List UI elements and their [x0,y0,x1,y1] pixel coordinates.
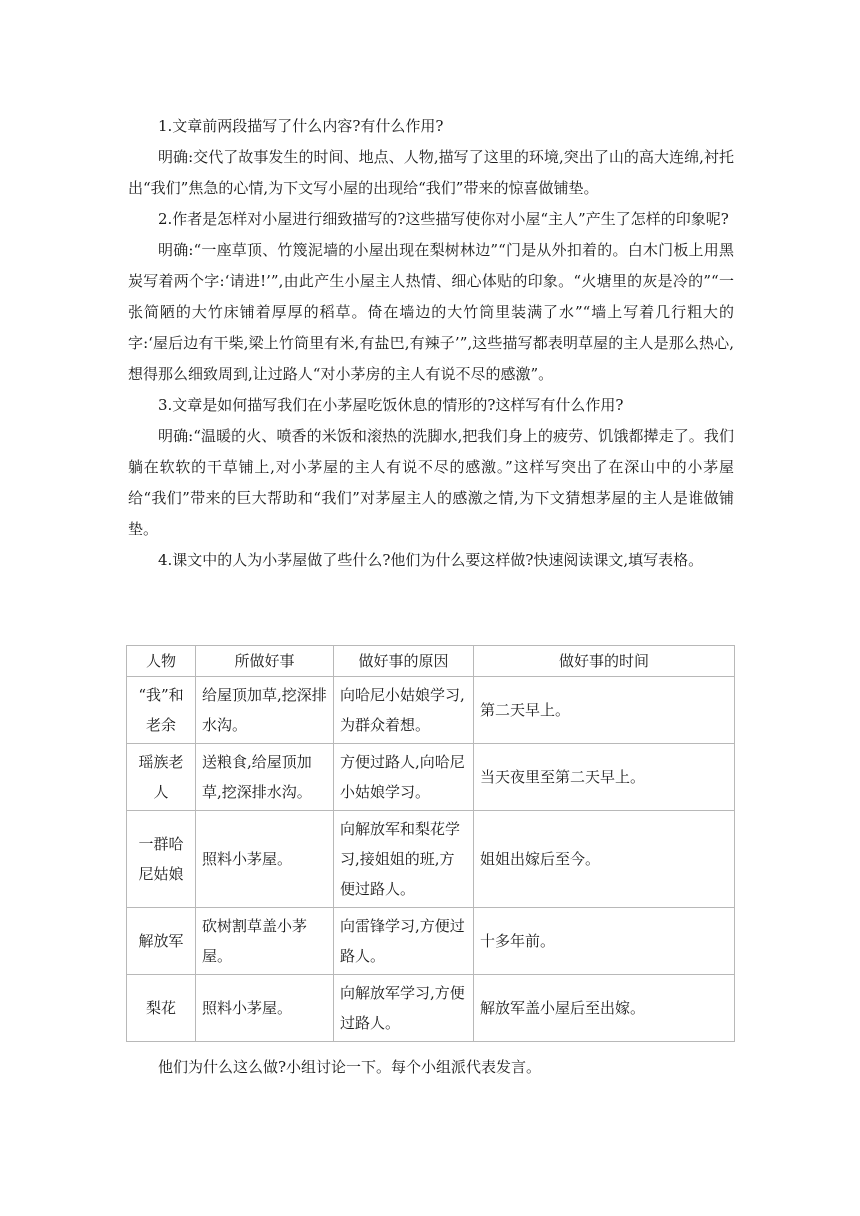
question-3: 3.文章是如何描写我们在小茅屋吃饭休息的情形的?这样写有什么作用? [158,396,624,414]
table-cell-time: 十多年前。 [474,908,735,975]
deeds-table [126,645,735,1042]
table-cell-deed: 照料小茅屋。 [196,975,334,1042]
answer-3: 明确:“温暖的火、喷香的米饭和滚热的洗脚水,把我们身上的疲劳、饥饿都撵走了。我们躺在软软的干草铺上,对小茅屋的主人有说不尽的感激。”这样写突出了在深山中的小茅屋给“我们”带来的巨大帮助和“我们”对茅屋主人的感激之情,为下文猜想茅屋的主人是谁做铺垫。 [128,427,734,538]
table-cell-person: “我”和老余 [127,677,196,744]
table-cell-deed: 照料小茅屋。 [196,811,334,908]
table-cell-deed: 给屋顶加草,挖深排水沟。 [196,677,334,744]
table-cell-reason: 向雷锋学习,方便过路人。 [334,908,474,975]
table-cell-person: 解放军 [127,908,196,975]
question-4: 4.课文中的人为小茅屋做了些什么?他们为什么要这样做?快速阅读课文,填写表格。 [158,551,704,569]
answer-2: 明确:“一座草顶、竹篾泥墙的小屋出现在梨树林边”“门是从外扣着的。白木门板上用黑炭写着两个字:‘请进!’”,由此产生小屋主人热情、细心体贴的印象。“火塘里的灰是冷的”“一张简陋的大竹床铺着厚厚的稻草。倚在墙边的大竹筒里装满了水”“墙上写着几行粗大的字:‘屋后边有干柴,梁上竹筒里有米,有盐巴,有辣子’”,这些描写都表明草屋的主人是那么热心,想得那么细致周到,让过路人“对小茅房的主人有说不尽的感激”。 [128,241,734,383]
table-row [127,975,735,1042]
table-cell-time: 当天夜里至第二天早上。 [474,744,735,811]
table-cell-person: 瑶族老人 [127,744,196,811]
table-cell-reason: 向解放军学习,方便过路人。 [334,975,474,1042]
table-row [127,811,735,908]
table-header-cell: 做好事的原因 [334,646,474,677]
closing-paragraph: 他们为什么这么做?小组讨论一下。每个小组派代表发言。 [158,1058,542,1076]
answer-1: 明确:交代了故事发生的时间、地点、人物,描写了这里的环境,突出了山的高大连绵,衬托出“我们”焦急的心情,为下文写小屋的出现给“我们”带来的惊喜做铺垫。 [128,148,734,197]
table-cell-person: 梨花 [127,975,196,1042]
table-cell-person: 一群哈尼姑娘 [127,811,196,908]
table-header-cell: 所做好事 [196,646,334,677]
table-row [127,744,735,811]
body-text [128,111,734,576]
table-header-row [127,646,735,677]
table-row [127,677,735,744]
table-cell-reason: 方便过路人,向哈尼小姑娘学习。 [334,744,474,811]
closing-text [128,1052,734,1083]
table-header-cell: 人物 [127,646,196,677]
table-cell-deed: 砍树割草盖小茅屋。 [196,908,334,975]
table-cell-time: 第二天早上。 [474,677,735,744]
table-cell-deed: 送粮食,给屋顶加草,挖深排水沟。 [196,744,334,811]
table-cell-time: 解放军盖小屋后至出嫁。 [474,975,735,1042]
table-row [127,908,735,975]
table-cell-reason: 向解放军和梨花学习,接姐姐的班,方便过路人。 [334,811,474,908]
table-header-cell: 做好事的时间 [474,646,735,677]
question-1: 1.文章前两段描写了什么内容?有什么作用? [158,117,444,135]
table-cell-time: 姐姐出嫁后至今。 [474,811,735,908]
question-2: 2.作者是怎样对小屋进行细致描写的?这些描写使你对小屋“主人”产生了怎样的印象呢? [158,210,729,228]
table-cell-reason: 向哈尼小姑娘学习,为群众着想。 [334,677,474,744]
